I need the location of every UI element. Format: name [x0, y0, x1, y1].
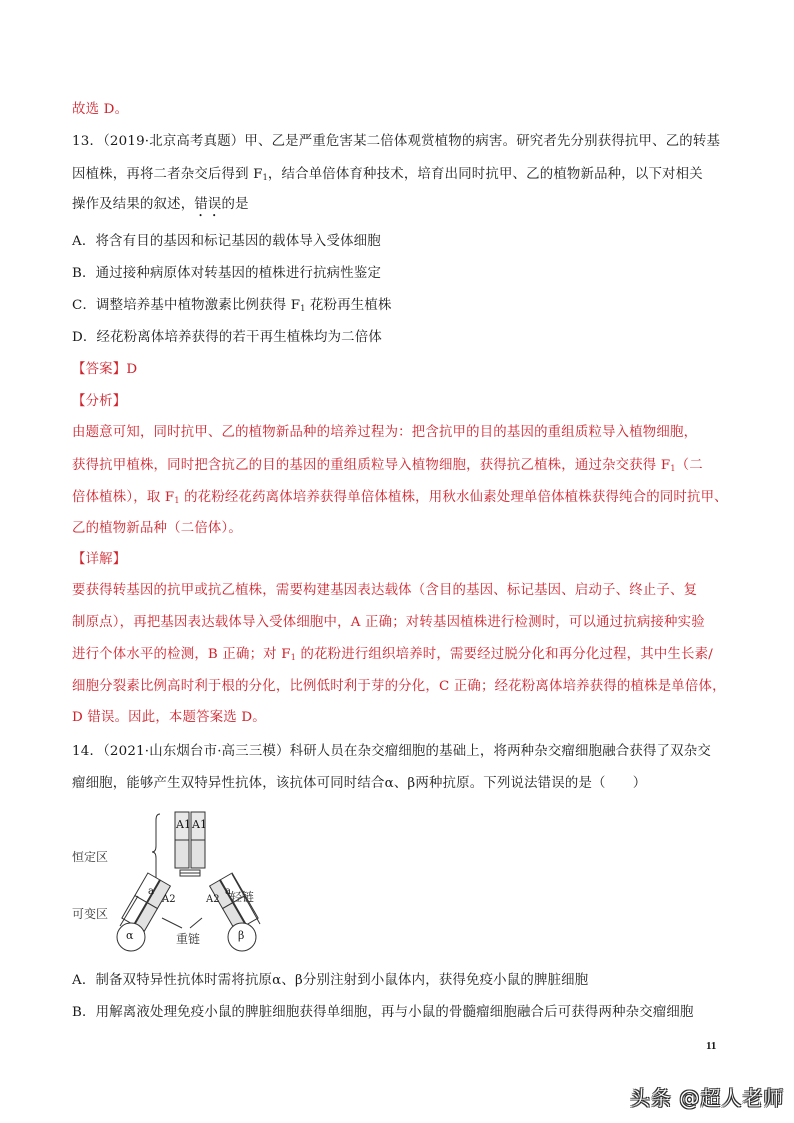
segment-a1-left: A1 [176, 818, 191, 831]
q13-option-a: A．将含有目的基因和标记基因的载体导入受体细胞 [72, 234, 381, 249]
q13-option-b: B．通过接种病原体对转基因的植株进行抗病性鉴定 [72, 266, 382, 281]
watermark: 头条 @超人老师 [630, 1086, 785, 1110]
q13-analysis-line3 [72, 489, 728, 510]
emphasis-wrong: 错误 [194, 197, 222, 212]
page-number: 11 [706, 1040, 717, 1052]
q13-option-c-pre: C．调整培养基中植物激素比例获得 F [72, 298, 301, 313]
q13-detail-line4: 细胞分裂素比例高时利于根的分化，比例低时利于芽的分化，C 正确；经花粉离体培养获得的植株是单倍体， [72, 679, 726, 694]
q13-answer: 【答案】D [72, 362, 138, 377]
q13-stem-line2-post: ，结合单倍体育种技术，培育出同时抗甲、乙的植物新品种，以下对相关 [267, 167, 703, 182]
q14-stem-line2: 瘤细胞，能够产生双特异性抗体，该抗体可同时结合α、β两种抗原。下列说法错误的是（ ） [72, 776, 647, 791]
segment-a2-left: A2 [162, 894, 176, 905]
q13-stem-line2-pre: 因植株，再将二者杂交后得到 F [72, 167, 263, 182]
q13-option-d: D．经花粉离体培养获得的若干再生植株均为二倍体 [72, 330, 382, 345]
label-light-chain: 轻链 [230, 890, 255, 904]
q13-analysis-line3-pre: 倍体植株），取 F [72, 490, 175, 505]
q13-detail-line3 [72, 646, 722, 667]
q13-analysis-line4: 乙的植物新品种（二倍体）。 [72, 521, 242, 536]
q13-detail-line3-pre: 进行个体水平的检测，B 正确；对 F [72, 647, 291, 662]
q13-analysis-line2 [72, 457, 722, 478]
q13-analysis-line2-pre: 获得抗甲植株，同时把含抗乙的目的基因的重组质粒导入植物细胞，获得抗乙植株，通过杂交获得 F [72, 458, 671, 473]
q13-stem-line1: 13．（2019·北京高考真题）甲、乙是严重危害某二倍体观赏植物的病害。研究者先分别获得抗甲、乙的转基 [72, 134, 721, 149]
q13-detail-label: 【详解】 [72, 552, 127, 567]
q13-analysis-line1: 由题意可知，同时抗甲、乙的植物新品种的培养过程为：把含抗甲的目的基因的重组质粒导入植物细胞， [72, 425, 698, 440]
q13-stem-line3-post: 的是 [221, 197, 249, 212]
segment-a-left: a [148, 886, 154, 897]
q13-analysis-label: 【分析】 [72, 394, 127, 409]
label-constant-region: 恒定区 [72, 850, 109, 864]
q13-option-c-post: 花粉再生植株 [305, 298, 392, 313]
q14-option-b: B．用解离液处理免疫小鼠的脾脏细胞获得单细胞，再与小鼠的骨髓瘤细胞融合后可获得两种杂交瘤细胞 [72, 1005, 694, 1020]
label-heavy-chain: 重链 [176, 932, 201, 946]
q13-stem-line2 [72, 166, 722, 187]
q13-option-c [72, 297, 722, 318]
subscript: 1 [290, 653, 297, 662]
previous-answer-tail: 故选 D。 [72, 102, 129, 117]
q13-stem-line3-pre: 操作及结果的叙述， [72, 197, 195, 212]
subscript: 1 [670, 464, 676, 473]
q13-detail-line1: 要获得转基因的抗甲或抗乙植株，需要构建基因表达载体（含目的基因、标记基因、启动子、终止子、复 [72, 583, 698, 598]
label-variable-region: 可变区 [72, 907, 109, 921]
q14-option-a: A．制备双特异性抗体时需将抗原α、β分别注射到小鼠体内，获得免疫小鼠的脾脏细胞 [72, 973, 589, 988]
antibody-diagram [72, 808, 272, 963]
antigen-alpha: α [126, 929, 134, 942]
segment-a1-right: A1 [192, 818, 207, 831]
segment-a-right: a [225, 886, 231, 897]
q13-stem-line3 [72, 196, 722, 220]
q13-detail-line3-post: 的花粉进行组织培养时，需要经过脱分化和再分化过程，其中生长素/ [296, 647, 713, 662]
q13-detail-line2: 制原点），再把基因表达载体导入受体细胞中，A 正确；对转基因植株进行检测时，可以通过抗病接种实验 [72, 615, 705, 630]
subscript: 1 [300, 304, 306, 313]
q13-analysis-line2-post: （二 [675, 458, 703, 473]
q13-analysis-line3-post: 的花粉经花药离体培养获得单倍体植株，用秋水仙素处理单倍体植株获得纯合的同时抗甲、 [179, 490, 728, 505]
antigen-beta: β [238, 929, 245, 942]
q13-detail-line5: D 错误。因此，本题答案选 D。 [72, 710, 266, 725]
q14-stem-line1: 14．（2021·山东烟台市·高三三模）科研人员在杂交瘤细胞的基础上，将两种杂交瘤细胞融合获得了双杂交 [72, 744, 711, 759]
segment-a2-right: A2 [206, 894, 220, 905]
subscript: 1 [262, 173, 268, 182]
subscript: 1 [174, 496, 180, 505]
